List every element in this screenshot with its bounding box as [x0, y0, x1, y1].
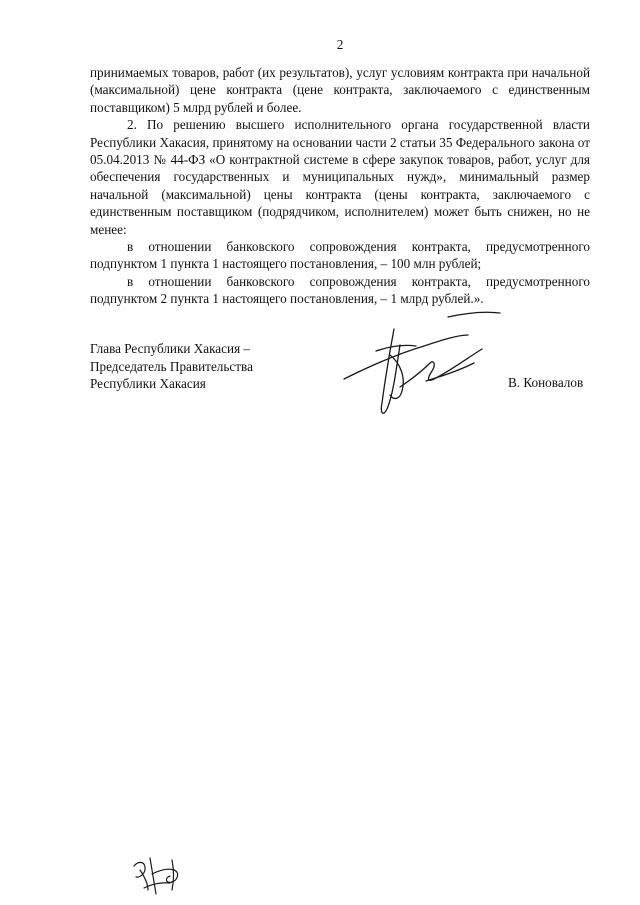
paragraph-continuation: принимаемых товаров, работ (их результатов), услуг условиям контракта при начальной (максимальной) цене контракта (цене контракта, заключаемого с единственным поставщиком) 5 млрд рублей и более. [90, 65, 590, 115]
signatory-title-line: Глава Республики Хакасия – [90, 341, 251, 356]
signatory-title [90, 340, 330, 393]
document-body [90, 64, 590, 308]
signatory-title-line: Председатель Правительства [90, 358, 253, 374]
page-number: 2 [336, 37, 344, 52]
paragraph-subpoint-1: в отношении банковского сопровождения контракта, предусмотренного подпунктом 1 пункта 1 настоящего постановления, – 100 млн рублей; [90, 239, 590, 272]
signatory-name: В. Коновалов [508, 375, 584, 390]
handwritten-initials [128, 850, 198, 898]
handwritten-signature [330, 305, 510, 425]
paragraph-subpoint-2: в отношении банковского сопровождения контракта, предусмотренного подпунктом 2 пункта 1 настоящего постановления, – 1 млрд рублей.». [90, 273, 590, 307]
signatory-title-line: Республики Хакасия [90, 376, 206, 392]
paragraph-item-2: 2. По решению высшего исполнительного органа государственной власти Республики Хакасия, принятому на основании части 2 статьи 35 Федерального закона от 05.04.2013 № 44-ФЗ «О контрактной системе в сфере закупок товаров, работ, услуг для обеспечения государственных и муниципальных нужд», минимальный размер начальной (максимальной) цены контракта (цены контракта, заключаемого с единственным поставщиком (подрядчиком, исполнителем) может быть снижен, но не менее: [90, 117, 590, 237]
